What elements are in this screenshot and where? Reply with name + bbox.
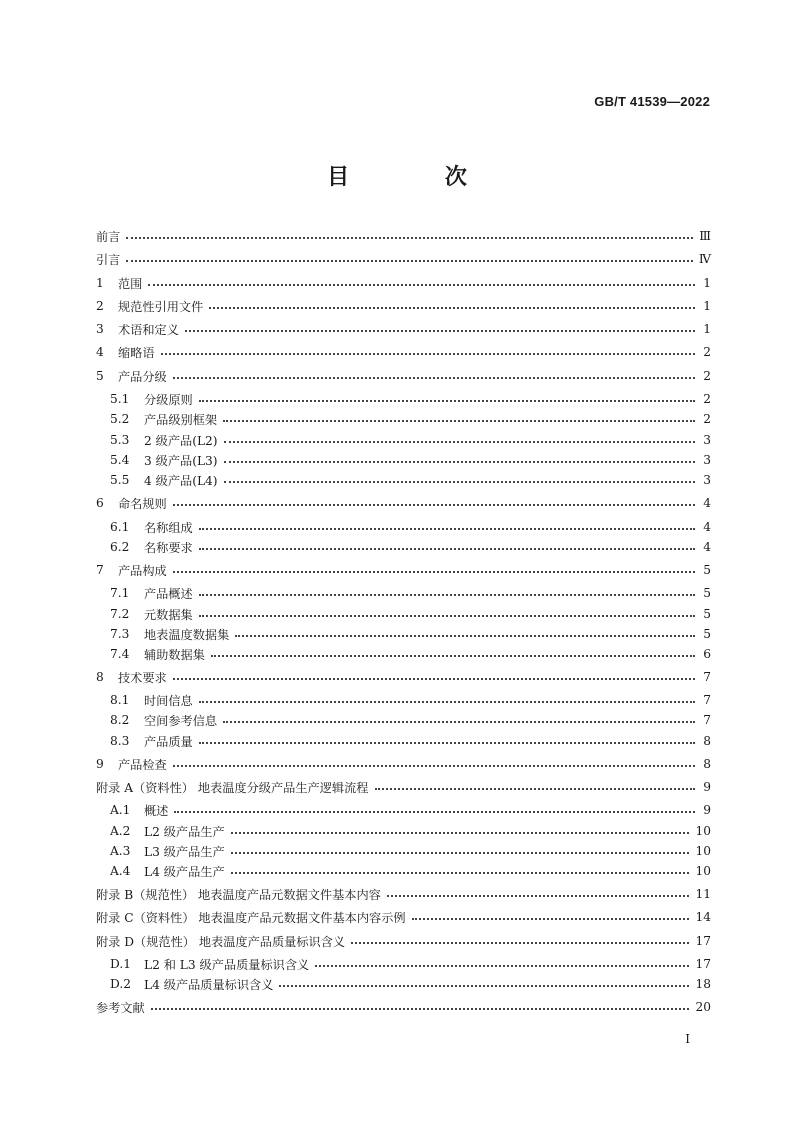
toc-dot-leader — [161, 352, 695, 355]
toc-dot-leader — [126, 236, 693, 239]
toc-entry-label: 命名规则 — [118, 496, 167, 511]
toc-entry-number: D.2 — [110, 977, 131, 991]
toc-entry-label: 产品构成 — [118, 563, 167, 578]
toc-dot-leader — [231, 871, 690, 874]
toc-entry-label: 术语和定义 — [118, 322, 179, 337]
toc-entry-label: 时间信息 — [144, 693, 193, 708]
toc-dot-leader — [173, 376, 695, 379]
toc-dot-leader — [148, 283, 695, 286]
toc-subentry[interactable] — [110, 470, 711, 490]
toc-dot-leader — [224, 480, 695, 483]
toc-entry-number: 5.3 — [110, 433, 130, 447]
toc-entry-page: 1 — [703, 299, 711, 313]
toc-entry-page: 8 — [703, 757, 711, 771]
toc-dot-leader — [199, 547, 695, 550]
toc-entry-page: 3 — [703, 453, 711, 467]
toc-entry-label: 规范性引用文件 — [118, 299, 204, 314]
toc-dot-leader — [224, 460, 695, 463]
toc-entry-label: 名称组成 — [144, 520, 193, 535]
toc-subentry[interactable] — [110, 450, 711, 470]
toc-entry-number: 5.1 — [110, 392, 130, 406]
toc-entry-label: 元数据集 — [144, 607, 193, 622]
toc-subentry[interactable] — [110, 409, 711, 429]
toc-entry-number: 3 — [96, 322, 104, 336]
toc-dot-leader — [173, 677, 695, 680]
toc-dot-leader — [209, 306, 695, 309]
toc-entry-label: 技术要求 — [118, 670, 167, 685]
toc-entry-page: 18 — [695, 977, 711, 991]
page-folio: Ⅰ — [685, 1032, 690, 1046]
toc-entry-page: 7 — [703, 670, 711, 684]
toc-entry-page: 17 — [695, 957, 711, 971]
toc-entry-number: 8.1 — [110, 693, 130, 707]
toc-entry-page: 5 — [703, 563, 711, 577]
toc-entry-label: 附录 A（资料性） 地表温度分级产品生产逻辑流程 — [96, 780, 369, 795]
toc-entry-number: 6 — [96, 496, 104, 510]
toc-entry-number: A.4 — [110, 864, 131, 878]
toc-entry[interactable] — [96, 273, 711, 293]
toc-dot-leader — [173, 764, 695, 767]
toc-entry-number: 5.2 — [110, 412, 130, 426]
toc-entry-label: 产品分级 — [118, 369, 167, 384]
toc-entry[interactable] — [96, 907, 711, 927]
toc-entry-number: 7 — [96, 563, 104, 577]
toc-entry-label: 参考文献 — [96, 1000, 145, 1015]
toc-subentry[interactable] — [110, 710, 711, 730]
toc-dot-leader — [199, 399, 695, 402]
toc-entry-page: 7 — [703, 693, 711, 707]
toc-entry[interactable] — [96, 777, 711, 797]
toc-entry-label: 缩略语 — [118, 345, 155, 360]
toc-dot-leader — [199, 700, 695, 703]
toc-dot-leader — [231, 831, 690, 834]
toc-entry-page: 1 — [703, 322, 711, 336]
toc-entry-page: 2 — [703, 412, 711, 426]
toc-subentry[interactable] — [110, 954, 711, 974]
toc-entry-number: 4 — [96, 345, 104, 359]
toc-dot-leader — [185, 329, 695, 332]
toc-entry-label: 产品级别框架 — [144, 412, 218, 427]
toc-entry[interactable] — [96, 319, 711, 339]
toc-entry-page: 9 — [703, 803, 711, 817]
toc-subentry[interactable] — [110, 624, 711, 644]
toc-dot-leader — [315, 964, 689, 967]
toc-entry-label: 产品概述 — [144, 586, 193, 601]
toc-dot-leader — [211, 654, 695, 657]
toc-dot-leader — [387, 894, 690, 897]
toc-entry-number: 7.3 — [110, 627, 130, 641]
toc-entry-number: 8.2 — [110, 713, 130, 727]
toc-dot-leader — [375, 787, 696, 790]
toc-subentry[interactable] — [110, 841, 711, 861]
toc-entry-label: 产品检查 — [118, 757, 167, 772]
toc-entry[interactable] — [96, 366, 711, 386]
toc-entry[interactable] — [96, 754, 711, 774]
toc-entry-label: 2 级产品(L2) — [144, 433, 218, 448]
toc-entry-number: 5 — [96, 369, 104, 383]
toc-entry-page: 9 — [703, 780, 711, 794]
toc-entry-label: 4 级产品(L4) — [144, 473, 218, 488]
standard-number: GB/T 41539—2022 — [594, 94, 710, 109]
toc-entry-number: 1 — [96, 276, 104, 290]
toc-entry-page: 7 — [703, 713, 711, 727]
toc-entry-label: 范围 — [118, 276, 143, 291]
toc-entry-page: 3 — [703, 433, 711, 447]
toc-entry-number: 2 — [96, 299, 104, 313]
toc-subentry[interactable] — [110, 644, 711, 664]
toc-subentry[interactable] — [110, 389, 711, 409]
toc-entry-label: L2 级产品生产 — [144, 824, 225, 839]
toc-entry-page: 4 — [703, 496, 711, 510]
page-title: 目 次 — [327, 165, 511, 190]
toc-subentry[interactable] — [110, 861, 711, 881]
toc-entry-number: 8.3 — [110, 734, 130, 748]
toc-entry-page: 3 — [703, 473, 711, 487]
toc-dot-leader — [199, 614, 695, 617]
toc-dot-leader — [231, 851, 690, 854]
toc-entry-page: 2 — [703, 345, 711, 359]
toc-entry-number: 5.4 — [110, 453, 130, 467]
toc-subentry[interactable] — [110, 821, 711, 841]
toc-dot-leader — [126, 259, 692, 262]
toc-entry-page: 1 — [703, 276, 711, 290]
toc-dot-leader — [199, 741, 695, 744]
toc-entry-number: 5.5 — [110, 473, 130, 487]
toc-dot-leader — [174, 810, 695, 813]
toc-dot-leader — [235, 634, 695, 637]
toc-subentry[interactable] — [110, 583, 711, 603]
toc-entry-page: 10 — [695, 824, 711, 838]
toc-entry-label: L4 级产品生产 — [144, 864, 225, 879]
toc-entry-label: 附录 B（规范性） 地表温度产品元数据文件基本内容 — [96, 887, 381, 902]
toc-entry[interactable] — [96, 493, 711, 513]
toc-entry[interactable] — [96, 296, 711, 316]
toc-dot-leader — [199, 527, 695, 530]
toc-entry-label: 3 级产品(L3) — [144, 453, 218, 468]
toc-entry-page: 11 — [695, 887, 711, 901]
toc-subentry[interactable] — [110, 690, 711, 710]
toc-entry-page: 4 — [703, 520, 711, 534]
toc-dot-leader — [223, 419, 695, 422]
toc-entry[interactable] — [96, 560, 711, 580]
toc-entry-label: L3 级产品生产 — [144, 844, 225, 859]
toc-entry-label: 引言 — [96, 252, 121, 267]
toc-entry-label: L4 级产品质量标识含义 — [144, 977, 274, 992]
toc-entry-page: 10 — [695, 864, 711, 878]
toc-entry[interactable] — [96, 342, 711, 362]
toc-entry-label: 产品质量 — [144, 734, 193, 749]
toc-subentry[interactable] — [110, 974, 711, 994]
toc-entry-page: 20 — [695, 1000, 711, 1014]
toc-entry-page: Ⅲ — [699, 229, 711, 243]
toc-dot-leader — [351, 941, 689, 944]
toc-dot-leader — [279, 984, 689, 987]
toc-subentry[interactable] — [110, 537, 711, 557]
toc-entry-number: A.3 — [110, 844, 131, 858]
toc-dot-leader — [151, 1007, 690, 1010]
toc-dot-leader — [199, 593, 695, 596]
toc-entry-number: D.1 — [110, 957, 131, 971]
toc-entry-page: 8 — [703, 734, 711, 748]
toc-entry-page: 6 — [703, 647, 711, 661]
toc-subentry[interactable] — [110, 604, 711, 624]
toc-entry[interactable] — [96, 997, 711, 1017]
toc-entry-number: 7.4 — [110, 647, 130, 661]
toc-subentry[interactable] — [110, 517, 711, 537]
toc-entry-number: A.2 — [110, 824, 131, 838]
toc-entry-page: 17 — [695, 934, 711, 948]
toc-entry-page: 5 — [703, 627, 711, 641]
toc-entry[interactable] — [96, 667, 711, 687]
toc-entry-page: Ⅳ — [698, 252, 711, 266]
toc-entry-label: 名称要求 — [144, 540, 193, 555]
toc-entry-number: 6.1 — [110, 520, 130, 534]
toc-entry-page: 2 — [703, 392, 711, 406]
toc-entry-label: 附录 D（规范性） 地表温度产品质量标识含义 — [96, 934, 346, 949]
toc-entry-label: 辅助数据集 — [144, 647, 205, 662]
toc-subentry[interactable] — [110, 731, 711, 751]
toc-entry-number: 7.1 — [110, 586, 130, 600]
toc-entry[interactable] — [96, 931, 711, 951]
toc-entry[interactable] — [96, 249, 711, 269]
toc-entry-number: 9 — [96, 757, 104, 771]
toc-entry-page: 4 — [703, 540, 711, 554]
toc-dot-leader — [223, 720, 695, 723]
toc-entry-number: 7.2 — [110, 607, 130, 621]
toc-entry-label: L2 和 L3 级产品质量标识含义 — [144, 957, 310, 972]
toc-entry-label: 分级原则 — [144, 392, 193, 407]
toc-dot-leader — [173, 570, 695, 573]
toc-dot-leader — [224, 440, 695, 443]
toc-entry-number: 6.2 — [110, 540, 130, 554]
toc-subentry[interactable] — [110, 800, 711, 820]
toc-entry-page: 5 — [703, 586, 711, 600]
toc-entry-number: A.1 — [110, 803, 131, 817]
toc-subentry[interactable] — [110, 430, 711, 450]
toc-entry-label: 空间参考信息 — [144, 713, 218, 728]
toc-entry-page: 14 — [695, 910, 711, 924]
toc-entry-page: 10 — [695, 844, 711, 858]
toc-entry-label: 地表温度数据集 — [144, 627, 230, 642]
toc-entry-label: 附录 C（资料性） 地表温度产品元数据文件基本内容示例 — [96, 910, 406, 925]
toc-entry[interactable] — [96, 226, 711, 246]
toc-entry-page: 2 — [703, 369, 711, 383]
toc-dot-leader — [412, 917, 690, 920]
toc-entry-label: 概述 — [144, 803, 169, 818]
toc-dot-leader — [173, 503, 695, 506]
toc-entry-number: 8 — [96, 670, 104, 684]
toc-entry-page: 5 — [703, 607, 711, 621]
toc-entry-label: 前言 — [96, 229, 121, 244]
toc-entry[interactable] — [96, 884, 711, 904]
